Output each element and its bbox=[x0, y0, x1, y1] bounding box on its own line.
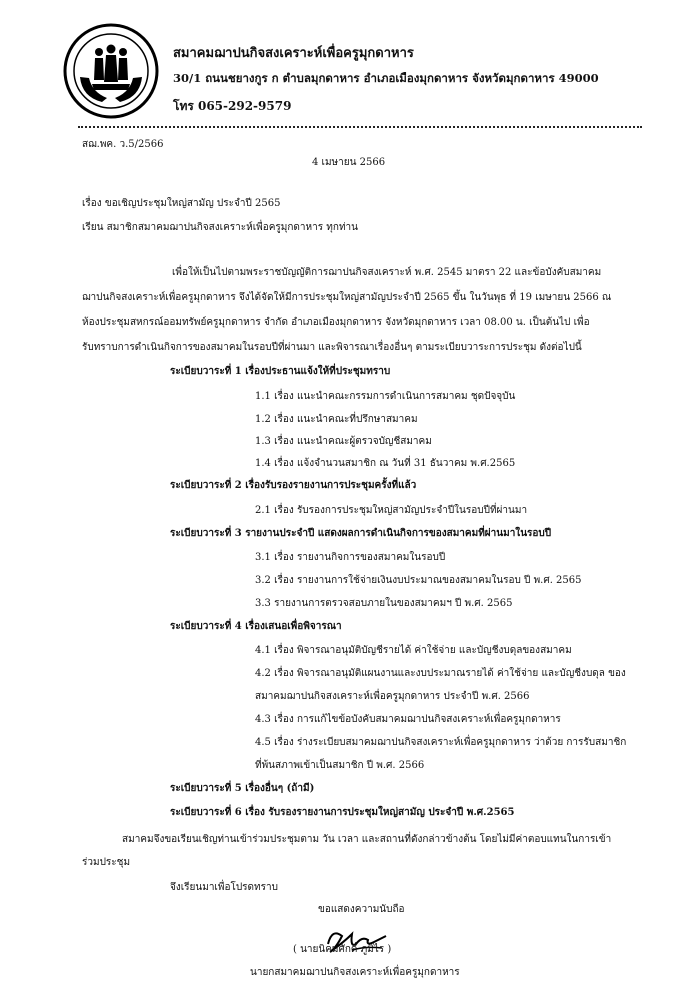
signer-name: ( นายนิคมศักดิ์ ภูมิไร ) bbox=[293, 944, 392, 955]
document-number: สฌ.พค. ว.5/2566 bbox=[82, 139, 164, 150]
association-logo bbox=[62, 22, 160, 120]
letterhead-divider bbox=[78, 126, 642, 130]
agenda-item: 1.3 เรื่อง แนะนำคณะผู้ตรวจบัญชีสมาคม bbox=[255, 436, 432, 447]
agenda-item: 2.1 เรื่อง รับรองการประชุมใหญ่สามัญประจำปีในรอบปีที่ผ่านมา bbox=[255, 505, 528, 516]
agenda-item: 4.2 เรื่อง พิจารณาอนุมัติแผนงานและงบประมาณรายได้ ค่าใช้จ่าย และบัญชีงบดุล ของ bbox=[255, 668, 626, 679]
agenda-4-heading: ระเบียบวาระที่ 4 เรื่องเสนอเพื่อพิจารณา bbox=[170, 621, 342, 632]
agenda-item: 3.1 เรื่อง รายงานกิจการของสมาคมในรอบปี bbox=[255, 552, 446, 563]
agenda-item: 4.1 เรื่อง พิจารณาอนุมัติบัญชีรายได้ ค่าใช้จ่าย และบัญชีงบดุลของสมาคม bbox=[255, 645, 572, 656]
agenda-5-heading: ระเบียบวาระที่ 5 เรื่องอื่นๆ (ถ้ามี) bbox=[170, 783, 315, 794]
agenda-2-heading: ระเบียบวาระที่ 2 เรื่องรับรองรายงานการประชุมครั้งที่แล้ว bbox=[170, 480, 417, 491]
agenda-6-heading: ระเบียบวาระที่ 6 เรื่อง รับรองรายงานการประชุมใหญ่สามัญ ประจำปี พ.ศ.2565 bbox=[170, 807, 515, 818]
courtesy-line: จึงเรียนมาเพื่อโปรดทราบ bbox=[170, 882, 278, 893]
agenda-item-continued: สมาคมฌาปนกิจสงเคราะห์เพื่อครูมุกดาหาร ประจำปี พ.ศ. 2566 bbox=[255, 691, 530, 702]
agenda-item-continued: ที่พ้นสภาพเข้าเป็นสมาชิก ปี พ.ศ. 2566 bbox=[255, 760, 425, 771]
closing-line-2: ร่วมประชุม bbox=[82, 857, 131, 868]
respect-line: ขอแสดงความนับถือ bbox=[318, 904, 405, 915]
subject-line: เรื่อง ขอเชิญประชุมใหญ่สามัญ ประจำปี 2565 bbox=[82, 198, 281, 209]
agenda-3-heading: ระเบียบวาระที่ 3 รายงานประจำปี แสดงผลการดำเนินกิจการของสมาคมที่ผ่านมาในรอบปี bbox=[170, 528, 552, 539]
agenda-item: 4.3 เรื่อง การแก้ไขข้อบังคับสมาคมฌาปนกิจสงเคราะห์เพื่อครูมุกดาหาร bbox=[255, 714, 561, 725]
agenda-item: 4.5 เรื่อง ร่างระเบียบสมาคมฌาปนกิจสงเคราะห์เพื่อครูมุกดาหาร ว่าด้วย การรับสมาชิก bbox=[255, 737, 627, 748]
agenda-item: 1.1 เรื่อง แนะนำคณะกรรมการดำเนินการสมาคม ชุดปัจจุบัน bbox=[255, 391, 516, 402]
intro-line-1: เพื่อให้เป็นไปตามพระราชบัญญัติการฌาปนกิจสงเคราะห์ พ.ศ. 2545 มาตรา 22 และข้อบังคับสมาคม bbox=[172, 267, 602, 278]
intro-line-3: ห้องประชุมสหกรณ์ออมทรัพย์ครูมุกดาหาร จำกัด อำเภอเมืองมุกดาหาร จังหวัดมุกดาหาร เวลา 08.00 น. เป็นต้นไป เพื่อ bbox=[82, 317, 590, 328]
signer-title: นายกสมาคมฌาปนกิจสงเคราะห์เพื่อครูมุกดาหาร bbox=[250, 967, 460, 978]
document-date: 4 เมษายน 2566 bbox=[312, 157, 386, 168]
agenda-item: 3.3 รายงานการตรวจสอบภายในของสมาคมฯ ปี พ.ศ. 2565 bbox=[255, 598, 513, 609]
agenda-1-heading: ระเบียบวาระที่ 1 เรื่องประธานแจ้งให้ที่ประชุมทราบ bbox=[170, 366, 391, 377]
agenda-item: 1.2 เรื่อง แนะนำคณะที่ปรึกษาสมาคม bbox=[255, 414, 418, 425]
org-name: สมาคมฌาปนกิจสงเคราะห์เพื่อครูมุกดาหาร bbox=[173, 46, 414, 61]
org-address: 30/1 ถนนชยางกูร ก ตำบลมุกดาหาร อำเภอเมืองมุกดาหาร จังหวัดมุกดาหาร 49000 bbox=[173, 71, 599, 85]
agenda-item: 3.2 เรื่อง รายงานการใช้จ่ายเงินงบประมาณของสมาคมในรอบ ปี พ.ศ. 2565 bbox=[255, 575, 582, 586]
closing-line-1: สมาคมจึงขอเรียนเชิญท่านเข้าร่วมประชุมตาม วัน เวลา และสถานที่ดังกล่าวข้างต้น โดยไม่มีค่าตอบแทนในการเข้า bbox=[122, 834, 612, 845]
recipient-line: เรียน สมาชิกสมาคมฌาปนกิจสงเคราะห์เพื่อครูมุกดาหาร ทุกท่าน bbox=[82, 222, 358, 233]
agenda-item: 1.4 เรื่อง แจ้งจำนวนสมาชิก ณ วันที่ 31 ธันวาคม พ.ศ.2565 bbox=[255, 458, 516, 469]
intro-line-4: รับทราบการดำเนินกิจการของสมาคมในรอบปีที่ผ่านมา และพิจารณาเรื่องอื่นๆ ตามระเบียบวาระการประชุม ดังต่อไปนี้ bbox=[82, 342, 582, 353]
intro-line-2: ฌาปนกิจสงเคราะห์เพื่อครูมุกดาหาร จึงได้จัดให้มีการประชุมใหญ่สามัญประจำปี 2565 ขึ้น ในวันพุธ ที่ 19 เมษายน 2566 ณ bbox=[82, 292, 612, 303]
org-phone: โทร 065-292-9579 bbox=[173, 99, 292, 113]
